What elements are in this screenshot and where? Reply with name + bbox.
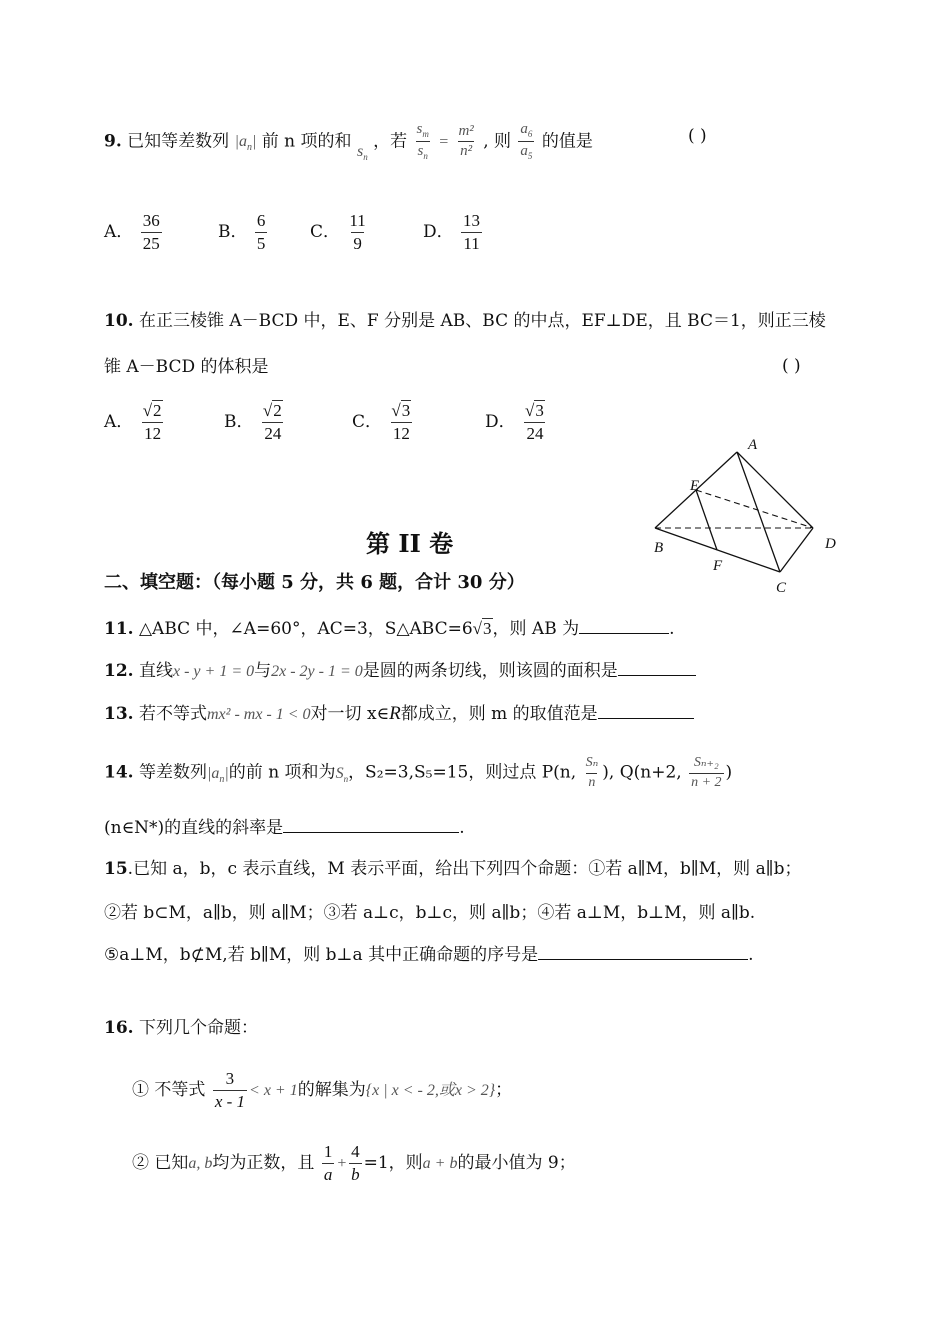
seq-notation: $|a_n|$ (234, 133, 257, 154)
question-number: 15 (104, 859, 128, 879)
option-fraction (347, 212, 367, 253)
q14-text-2: 的前 n 项和为 (228, 762, 336, 783)
question-number: 16. (104, 1018, 134, 1038)
solution-set: {x | x < - 2,或x > 2} (365, 1081, 496, 1099)
q14-text-5: ) (725, 762, 733, 783)
option-a (104, 402, 167, 443)
radicand: 3 (483, 619, 492, 638)
q-den: n + 2 (691, 774, 722, 790)
option-a (104, 212, 164, 253)
q15-end: . (748, 945, 754, 965)
question-number: 9. (104, 131, 122, 152)
point-q-fraction (689, 756, 723, 790)
cond-den-sub: n (423, 151, 428, 162)
option-label: D． (423, 221, 454, 242)
line-equation-1: x - y + 1 = 0 (172, 663, 255, 680)
q13-text-3: 都成立，则 m 的取值范是 (400, 704, 598, 724)
q11-end: . (669, 619, 675, 639)
plus-sign: + (336, 1154, 348, 1172)
option-den: 24 (526, 423, 544, 443)
edge-AD (737, 452, 813, 528)
question-12 (104, 659, 696, 683)
seq-a: a (211, 764, 220, 782)
answer-blank[interactable] (618, 659, 696, 676)
q9-text-5: 的值是 (541, 131, 593, 152)
option-label: A． (104, 411, 134, 432)
item1-text-2: 的解集为 (297, 1079, 366, 1100)
answer-paren: ( ) (782, 356, 801, 376)
q9-text-3: ，若 (373, 131, 408, 152)
cond-num-sub: m (422, 129, 429, 139)
q13-text-2: 对一切 x∈ (310, 704, 390, 724)
sqrt: √2 (262, 401, 282, 420)
option-d (485, 402, 549, 443)
q14-text-3: ，S₂=3,S₅=15，则过点 P(n, (348, 762, 577, 783)
condition-fraction-left (415, 122, 431, 162)
q13-text-1: 若不等式 (138, 704, 207, 724)
question-9 (104, 122, 593, 162)
option-num: 13 (463, 211, 481, 230)
option-c (352, 402, 415, 443)
sqrt: √2 (142, 401, 162, 420)
p-num: Sₙ (585, 755, 599, 770)
item1-fraction (213, 1070, 247, 1111)
q15-line-3-text: ⑤a⊥M，b⊄M,若 b∥M，则 b⊥a 其中正确命题的序号是 (104, 945, 539, 965)
seq-sub: n (246, 142, 252, 154)
ratio-num-sub: 6 (527, 129, 533, 139)
label-C: C (776, 580, 787, 596)
radicand: 2 (273, 401, 282, 420)
item2-fraction-1 (322, 1143, 335, 1184)
q12-text-1: 直线 (138, 661, 173, 681)
option-den: 5 (256, 233, 266, 253)
sum-sub: n (343, 773, 349, 784)
question-11 (104, 617, 675, 640)
q11-tail: ，则 AB 为 (492, 619, 580, 639)
cond-rnum: m² (458, 122, 474, 139)
option-label: B． (224, 411, 254, 432)
item2-sum: a + b (422, 1154, 458, 1172)
section-title: 第 II 卷 (366, 529, 454, 558)
condition-fraction-right (456, 124, 475, 161)
q15-line-3 (104, 943, 753, 966)
option-num: 11 (349, 211, 366, 230)
option-label: D． (485, 411, 516, 432)
option-fraction (461, 212, 482, 253)
option-fraction (141, 402, 165, 443)
item2-text-1: ② 已知 (132, 1152, 189, 1173)
seq-a: a (238, 133, 247, 151)
sqrt: √3 (472, 619, 492, 638)
option-label: A． (104, 221, 134, 242)
edge-CD (780, 528, 813, 572)
question-number: 14. (104, 762, 134, 783)
q11-text: △ABC 中，∠A=60°，AC=3，S△ABC=6 (138, 619, 473, 639)
question-10 (104, 310, 826, 332)
option-fraction (255, 212, 268, 253)
tetrahedron-figure (645, 432, 845, 597)
option-den: 24 (264, 423, 282, 443)
q12-text-3: 是圆的两条切线，则该圆的面积是 (362, 661, 618, 681)
item2-text-2: 均为正数，且 (212, 1152, 315, 1173)
label-D: D (825, 536, 836, 552)
sqrt: √3 (525, 401, 544, 420)
option-den: 12 (144, 423, 162, 443)
option-den: 11 (463, 233, 480, 253)
q16-title: 下列几个命题： (138, 1018, 258, 1038)
sum-S: S (335, 764, 344, 782)
option-b (218, 212, 269, 253)
section-heading: 二、填空题：（每小题 5 分，共 6 题，合计 30 分） (104, 572, 525, 593)
item2-fraction-2 (349, 1143, 362, 1184)
item2-den-2: b (351, 1164, 360, 1184)
q9-text-2: 前 n 项的和 (261, 131, 352, 152)
segment-ED-hidden (696, 490, 813, 528)
option-label: B． (218, 221, 248, 242)
item2-num-2: 4 (351, 1142, 360, 1161)
item1-end: ； (495, 1079, 513, 1100)
question-13 (104, 702, 694, 726)
point-p-fraction (584, 756, 601, 790)
option-c (310, 212, 370, 253)
equals-sign: = (438, 133, 450, 151)
item1-text-1: ① 不等式 (132, 1079, 206, 1100)
q10-line-1: 在正三棱锥 A－BCD 中，E、F 分别是 AB、BC 的中点，EF⊥DE，且 BC＝1，则正三棱 (138, 311, 826, 331)
q16-item-1 (132, 1070, 512, 1111)
q-num: Sₙ₊₂ (693, 755, 719, 770)
item2-num-1: 1 (323, 1142, 333, 1161)
ratio-fraction (518, 122, 534, 162)
q9-text-4: , 则 (483, 131, 512, 152)
q16-item-2 (132, 1143, 576, 1184)
option-den: 9 (353, 233, 362, 253)
cond-rden: n² (460, 143, 473, 160)
q14-line-2-text: (n∈N*)的直线的斜率是 (104, 818, 284, 838)
radicand: 2 (153, 401, 162, 420)
answer-blank[interactable] (538, 943, 748, 960)
question-number: 12. (104, 661, 134, 681)
item2-vars: a, b (188, 1154, 213, 1172)
option-num: 6 (256, 211, 266, 230)
item2-text-4: 的最小值为 9； (457, 1152, 576, 1173)
item2-text-3: ，则 (388, 1152, 423, 1173)
sqrt: √3 (391, 401, 411, 420)
option-den: 12 (392, 423, 410, 443)
cond-den: s (417, 143, 424, 160)
option-d (423, 212, 484, 253)
inequality: mx² - mx - 1 < 0 (206, 706, 311, 723)
option-label: C． (310, 221, 341, 242)
ratio-den: a (520, 143, 528, 160)
radicand: 3 (401, 401, 411, 420)
seq-sub: n (219, 773, 225, 785)
sum-notation (336, 765, 349, 782)
question-15 (104, 858, 801, 880)
item1-ineq: < x + 1 (249, 1081, 298, 1099)
cond-num: s (416, 121, 423, 137)
q12-text-2: 与 (254, 661, 272, 681)
q15-line-2: ②若 b⊂M，a∥b，则 a∥M；③若 a⊥c，b⊥c，则 a∥b；④若 a⊥M，b⊥M，则 a∥b. (104, 903, 756, 923)
option-fraction (523, 402, 547, 443)
line-equation-2: 2x - 2y - 1 = 0 (271, 663, 363, 680)
ratio-den-sub: 5 (527, 151, 533, 162)
option-fraction (389, 402, 413, 443)
question-14 (104, 756, 732, 791)
option-label: C． (352, 411, 383, 432)
real-set: R (389, 703, 401, 724)
answer-paren: ( ) (688, 126, 707, 146)
seq-notation: $|a_n|$ (206, 764, 229, 785)
item2-den-1: a (323, 1164, 333, 1184)
item1-den: x - 1 (214, 1091, 246, 1111)
question-16 (104, 1017, 258, 1039)
ratio-num: a (520, 121, 528, 137)
option-fraction (141, 212, 162, 253)
q14-text-4: ), Q(n+2, (602, 762, 682, 783)
label-A: A (748, 437, 758, 453)
option-num: 36 (142, 211, 160, 230)
sum-sub: n (363, 152, 368, 163)
item1-num: 3 (225, 1069, 235, 1088)
sum-notation (356, 143, 368, 163)
question-number: 13. (104, 704, 134, 724)
q14-text-1: 等差数列 (138, 762, 207, 783)
sum-s: s (356, 143, 364, 161)
label-E: E (690, 478, 700, 494)
question-number: 11. (104, 619, 134, 639)
answer-blank[interactable] (598, 702, 694, 719)
q14-end: . (459, 818, 465, 838)
radicand: 3 (535, 401, 544, 420)
item2-eq: =1 (363, 1152, 389, 1173)
p-den: n (588, 774, 596, 790)
option-fraction (261, 402, 285, 443)
q9-text-1: 已知等差数列 (127, 131, 230, 152)
answer-blank[interactable] (579, 617, 669, 634)
option-b (224, 402, 287, 443)
edge-AC (737, 452, 780, 572)
label-F: F (713, 558, 723, 574)
question-number: 10. (104, 311, 134, 331)
answer-blank[interactable] (283, 816, 459, 833)
q15-line-1: .已知 a，b，c 表示直线，M 表示平面，给出下列四个命题：①若 a∥M，b∥M，则 a∥b； (127, 859, 802, 879)
option-den: 25 (142, 233, 160, 253)
q10-line-2: 锥 A－BCD 的体积是 (104, 357, 269, 377)
segment-EF (696, 490, 717, 550)
q14-line-2 (104, 816, 465, 839)
label-B: B (654, 540, 664, 556)
